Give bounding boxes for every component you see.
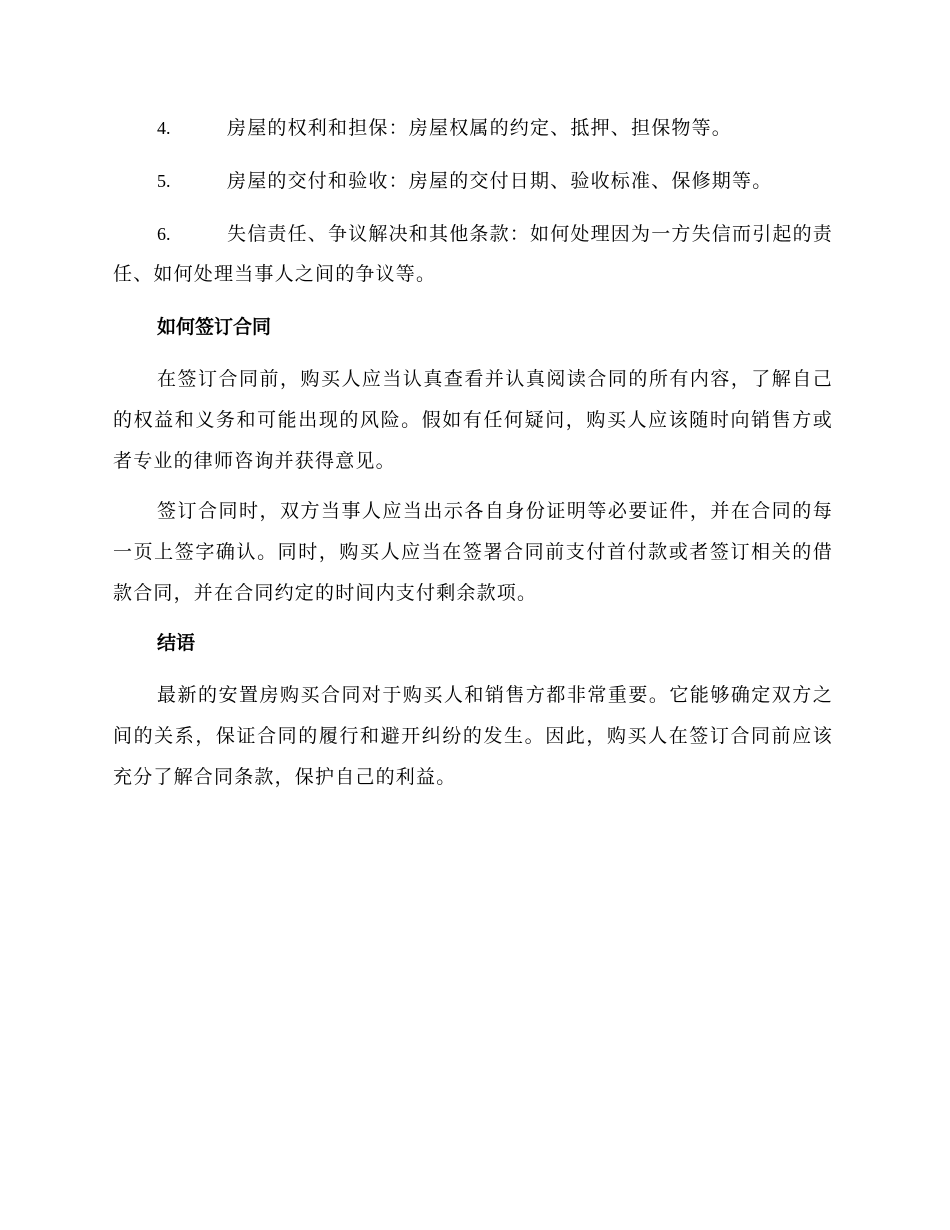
list-number: 5. [157, 171, 171, 191]
section-heading-conclusion: 结语 [157, 632, 196, 654]
section-heading-sign: 如何签订合同 [157, 316, 272, 338]
list-number: 4. [157, 118, 171, 138]
paragraph-sign-2: 签订合同时，双方当事人应当出示各自身份证明等必要证件，并在合同的每一页上签字确认。同时，购买人应当在签署合同前支付首付款或者签订相关的借款合同，并在合同约定的时间内支付剩余款项。 [113, 500, 833, 604]
paragraph-conclusion: 最新的安置房购买合同对于购买人和销售方都非常重要。它能够确定双方之间的关系，保证合同的履行和避开纠纷的发生。因此，购买人在签订合同前应该充分了解合同条款，保护自己的利益。 [113, 684, 833, 788]
list-text: 房屋的交付和验收：房屋的交付日期、验收标准、保修期等。 [227, 170, 773, 192]
list-item-5 [113, 161, 833, 201]
paragraph-sign-1: 在签订合同前，购买人应当认真查看并认真阅读合同的所有内容，了解自己的权益和义务和可能出现的风险。假如有任何疑问，购买人应该随时向销售方或者专业的律师咨询并获得意见。 [113, 368, 833, 472]
list-item-6 [113, 214, 833, 294]
list-text: 房屋的权利和担保：房屋权属的约定、抵押、担保物等。 [227, 117, 733, 139]
list-item-4 [113, 108, 833, 148]
list-number: 6. [157, 224, 171, 244]
list-text: 失信责任、争议解决和其他条款：如何处理因为一方失信而引起的责任、如何处理当事人之间的争议等。 [113, 223, 834, 285]
document-body [113, 108, 833, 807]
